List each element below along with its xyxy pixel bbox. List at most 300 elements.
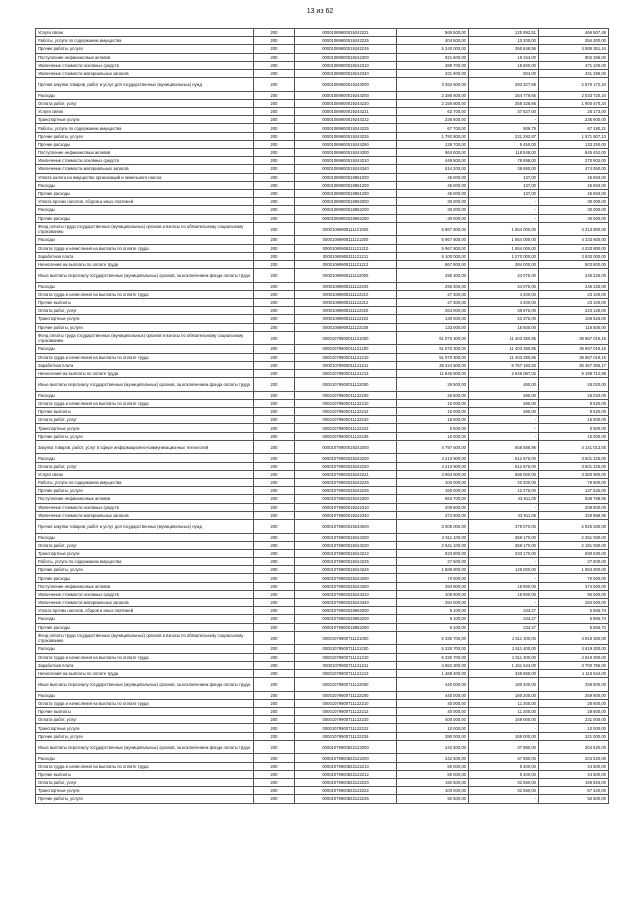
row-kbk: 00001079900711122200 [295, 691, 397, 699]
row-remaining: 590 630,00 [539, 549, 609, 557]
row-approved: 236 600,00 [397, 116, 469, 124]
row-remaining: 236 600,00 [539, 116, 609, 124]
row-name: Расходы [36, 91, 254, 99]
row-approved: 27 300,00 [397, 299, 469, 307]
row-approved: 431 900,00 [397, 69, 469, 77]
row-code: 200 [254, 599, 295, 607]
row-executed: - [469, 432, 539, 440]
row-code: 200 [254, 378, 295, 392]
row-remaining: 394 300,00 [539, 37, 609, 45]
row-approved: 5 240 000,00 [397, 45, 469, 53]
table-row [36, 549, 609, 557]
row-remaining: 70 000,00 [539, 574, 609, 582]
row-executed: - [469, 558, 539, 566]
row-kbk: 00001079900711122220 [295, 716, 397, 724]
row-approved: 46 000,00 [397, 189, 469, 197]
table-row [36, 519, 609, 533]
table-row [36, 78, 609, 92]
row-remaining: 1 571 507,13 [539, 132, 609, 140]
row-approved: 92 500,00 [397, 795, 469, 803]
row-approved: 30 000,00 [397, 214, 469, 222]
row-name: Услуги связи [36, 108, 254, 116]
row-executed: 221 292,87 [469, 132, 539, 140]
row-kbk: 00001079900019242225 [295, 479, 397, 487]
table-row [36, 149, 609, 157]
row-kbk: 00001079900019852290 [295, 623, 397, 631]
row-approved: 440 000,00 [397, 691, 469, 699]
row-approved: 10 000,00 [397, 724, 469, 732]
table-row [36, 479, 609, 487]
row-approved: 6 330 700,00 [397, 653, 469, 661]
row-code: 200 [254, 699, 295, 707]
row-name: Транспортные услуги [36, 116, 254, 124]
row-kbk: 00001089900019242226 [295, 45, 397, 53]
table-row [36, 108, 609, 116]
row-name: Прочие работы, услуги [36, 795, 254, 803]
row-code: 200 [254, 432, 295, 440]
row-code: 200 [254, 795, 295, 803]
row-name: Расходы [36, 645, 254, 653]
row-code: 200 [254, 391, 295, 399]
row-remaining: 4 819 300,00 [539, 645, 609, 653]
table-row [36, 470, 609, 478]
row-code: 200 [254, 623, 295, 631]
table-row [36, 353, 609, 361]
row-executed: 43 911,05 [469, 495, 539, 503]
table-row [36, 378, 609, 392]
row-remaining: 259 800,00 [539, 691, 609, 699]
row-executed: 359 170,00 [469, 533, 539, 541]
table-row [36, 244, 609, 252]
row-remaining: 106 625,00 [539, 315, 609, 323]
row-kbk: 00001089900019244222 [295, 116, 397, 124]
row-approved: 290 300,00 [397, 282, 469, 290]
table-row [36, 198, 609, 206]
row-executed: 509,79 [469, 124, 539, 132]
row-approved: 440 000,00 [397, 678, 469, 692]
row-kbk: 00001069908111122220 [295, 307, 397, 315]
row-code: 200 [254, 691, 295, 699]
row-name: Оплата работ, услуг [36, 307, 254, 315]
table-row [36, 189, 609, 197]
row-remaining: 6 500,00 [539, 424, 609, 432]
row-executed: 11 403 280,85 [469, 345, 539, 353]
table-row [36, 795, 609, 803]
row-kbk: 00001089900019244300 [295, 149, 397, 157]
row-remaining: 246 225,00 [539, 282, 609, 290]
row-kbk: 00001079900019244340 [295, 599, 397, 607]
row-code: 200 [254, 503, 295, 511]
row-remaining: 2 181 930,00 [539, 541, 609, 549]
row-approved: 70 000,00 [397, 574, 469, 582]
table-row [36, 315, 609, 323]
row-code: 200 [254, 244, 295, 252]
row-remaining: 116 500,00 [539, 323, 609, 331]
row-kbk: 00001079900019242340 [295, 511, 397, 519]
row-name: Уплата налога на имущество организаций и земельного налога [36, 173, 254, 181]
row-code: 200 [254, 45, 295, 53]
row-remaining: 2 879 172,34 [539, 78, 609, 92]
row-executed: 4 200,00 [469, 299, 539, 307]
row-approved: 823 800,00 [397, 549, 469, 557]
row-kbk: 00001089900019244310 [295, 157, 397, 165]
row-executed: 11 200,00 [469, 699, 539, 707]
row-executed: - [469, 599, 539, 607]
row-name: Увеличение стоимости основных средств [36, 503, 254, 511]
row-code: 200 [254, 408, 295, 416]
row-executed: 504,00 [469, 69, 539, 77]
row-approved: 5 100 000,00 [397, 252, 469, 260]
row-name: Оплата работ, услуг [36, 462, 254, 470]
row-executed: 169 000,00 [469, 716, 539, 724]
row-name: Прочие расходы [36, 140, 254, 148]
row-code: 200 [254, 574, 295, 582]
row-remaining: 1 900 470,34 [539, 99, 609, 107]
row-name: Увеличение стоимости материальных запасов [36, 165, 254, 173]
row-code: 200 [254, 353, 295, 361]
row-code: 200 [254, 108, 295, 116]
table-row [36, 181, 609, 189]
row-executed: 1 654 000,00 [469, 222, 539, 236]
row-executed: 32 580,00 [469, 779, 539, 787]
row-approved: 67 700,00 [397, 124, 469, 132]
row-name: Заработная плата [36, 361, 254, 369]
row-name: Расходы [36, 754, 254, 762]
row-executed: 18 600,00 [469, 61, 539, 69]
row-code: 200 [254, 290, 295, 298]
row-approved: 449 800,00 [397, 157, 469, 165]
row-executed: 8 757 193,83 [469, 361, 539, 369]
row-approved: 27 500,00 [397, 558, 469, 566]
row-remaining: 90 000,00 [539, 590, 609, 598]
row-approved: 489 700,00 [397, 61, 469, 69]
table-row [36, 173, 609, 181]
row-remaining: 137 525,00 [539, 487, 609, 495]
table-row [36, 290, 609, 298]
row-name: Прочие выплаты [36, 708, 254, 716]
row-kbk: 00001079900019242220 [295, 462, 397, 470]
row-executed: 234,27 [469, 615, 539, 623]
row-remaining: 26 020,00 [539, 391, 609, 399]
row-executed: 5 400,00 [469, 762, 539, 770]
row-executed: 137,00 [469, 181, 539, 189]
row-name: Начисления на выплаты по оплате труда [36, 669, 254, 677]
table-row [36, 424, 609, 432]
table-row [36, 623, 609, 631]
row-executed: - [469, 206, 539, 214]
row-remaining: 4 819 300,00 [539, 631, 609, 645]
row-name: Транспортные услуги [36, 315, 254, 323]
row-approved: 5 967 800,00 [397, 244, 469, 252]
row-code: 200 [254, 787, 295, 795]
row-approved: 6 330 700,00 [397, 645, 469, 653]
row-executed: 11 403 280,85 [469, 331, 539, 345]
row-kbk: 00001089900019244220 [295, 99, 397, 107]
row-code: 200 [254, 222, 295, 236]
table-row [36, 345, 609, 353]
row-code: 200 [254, 708, 295, 716]
row-code: 200 [254, 78, 295, 92]
row-kbk: 00001089900019244290 [295, 140, 397, 148]
row-remaining: 16 500,00 [539, 416, 609, 424]
row-code: 200 [254, 315, 295, 323]
row-approved: 4 213 900,00 [397, 462, 469, 470]
table-row [36, 599, 609, 607]
row-remaining: 67 190,21 [539, 124, 609, 132]
table-row [36, 45, 609, 53]
row-approved: 40 000,00 [397, 708, 469, 716]
row-approved: 51 070 300,00 [397, 353, 469, 361]
table-row [36, 282, 609, 290]
row-kbk: 00001089900019852290 [295, 214, 397, 222]
row-kbk: 00001079900011122212 [295, 408, 397, 416]
row-executed: 44 075,00 [469, 282, 539, 290]
row-remaining: 539 788,95 [539, 495, 609, 503]
row-code: 200 [254, 661, 295, 669]
row-remaining: 1 118 544,00 [539, 669, 609, 677]
row-name: Прочие расходы [36, 574, 254, 582]
row-kbk: 00001079900711121000 [295, 631, 397, 645]
row-kbk: 00001079900019244310 [295, 590, 397, 598]
row-remaining: 246 225,00 [539, 269, 609, 283]
row-name: Прочая закупка товаров, работ и услуг для государственных (муниципальных) нужд [36, 519, 254, 533]
row-remaining: 28 800,00 [539, 699, 609, 707]
row-name: Работы, услуги по содержанию имущества [36, 479, 254, 487]
row-code: 200 [254, 214, 295, 222]
row-code: 200 [254, 424, 295, 432]
table-row [36, 708, 609, 716]
row-code: 200 [254, 61, 295, 69]
table-row [36, 236, 609, 244]
row-remaining: 4 333 800,00 [539, 244, 609, 252]
row-name: Иные выплаты персоналу государственных (муниципальных) органов, за исключением фонда оплаты труда [36, 269, 254, 283]
row-executed: 23 375,00 [469, 315, 539, 323]
row-remaining: 26 020,00 [539, 378, 609, 392]
row-name: Оплата труда и начисления на выплаты по оплате труда [36, 399, 254, 407]
row-name: Оплата работ, услуг [36, 416, 254, 424]
row-approved: 10 000,00 [397, 399, 469, 407]
row-remaining: 466 507,49 [539, 29, 609, 37]
row-executed: 1 511 400,00 [469, 645, 539, 653]
row-executed: 78 898,00 [469, 157, 539, 165]
row-code: 200 [254, 99, 295, 107]
row-executed: 37 527,00 [469, 108, 539, 116]
row-executed: 19 900,00 [469, 582, 539, 590]
row-approved: 242 500,00 [397, 740, 469, 754]
row-executed: 5 450,00 [469, 140, 539, 148]
table-row [36, 607, 609, 615]
row-approved: 10 000,00 [397, 432, 469, 440]
row-executed: 37 980,00 [469, 754, 539, 762]
row-approved: 6 100,00 [397, 623, 469, 631]
budget-table [35, 28, 609, 804]
row-approved: 6 100,00 [397, 607, 469, 615]
row-code: 200 [254, 533, 295, 541]
row-code: 200 [254, 645, 295, 653]
row-executed: 580 000,00 [469, 470, 539, 478]
row-remaining: 25 173,00 [539, 108, 609, 116]
row-name: Прочие расходы [36, 214, 254, 222]
row-kbk: 00001079900822122220 [295, 779, 397, 787]
row-remaining: 39 667 019,15 [539, 331, 609, 345]
row-code: 200 [254, 53, 295, 61]
row-approved: 138 700,00 [397, 140, 469, 148]
row-approved: 3 963 900,00 [397, 470, 469, 478]
row-remaining: 44 600,00 [539, 770, 609, 778]
table-row [36, 37, 609, 45]
table-row [36, 740, 609, 754]
row-kbk: 00001089900019851200 [295, 181, 397, 189]
row-approved: 514 200,00 [397, 165, 469, 173]
row-name: Поступление нефинансовых активов [36, 582, 254, 590]
row-executed: 480,00 [469, 391, 539, 399]
row-code: 200 [254, 631, 295, 645]
row-remaining: 10 000,00 [539, 724, 609, 732]
row-code: 200 [254, 590, 295, 598]
table-row [36, 716, 609, 724]
row-code: 200 [254, 399, 295, 407]
row-kbk: 00001089900019244340 [295, 165, 397, 173]
row-code: 200 [254, 198, 295, 206]
row-approved: 46 000,00 [397, 181, 469, 189]
row-name: Расходы [36, 345, 254, 353]
row-approved: 1 792 800,00 [397, 132, 469, 140]
row-kbk: 00001089900019851000 [295, 173, 397, 181]
row-remaining: 133 250,00 [539, 140, 609, 148]
row-kbk: 00001079900011122220 [295, 416, 397, 424]
row-remaining: 902 286,00 [539, 53, 609, 61]
row-name: Фонд оплаты труда государственных (муниципальных) органов и взносы по обязательному социальному страхованию [36, 222, 254, 236]
table-row [36, 582, 609, 590]
row-code: 200 [254, 69, 295, 77]
row-kbk: 00001069908111121211 [295, 252, 397, 260]
row-name: Оплата работ, услуг [36, 99, 254, 107]
row-code: 200 [254, 487, 295, 495]
row-name: Увеличение стоимости материальных запасов [36, 69, 254, 77]
row-remaining: 223 125,00 [539, 307, 609, 315]
row-code: 200 [254, 770, 295, 778]
row-executed: 384 000,00 [469, 260, 539, 268]
row-name: Расходы [36, 206, 254, 214]
table-row [36, 124, 609, 132]
row-name: Поступление нефинансовых активов [36, 53, 254, 61]
row-remaining: 209 800,00 [539, 503, 609, 511]
table-row [36, 91, 609, 99]
row-kbk: 00001069908111121000 [295, 222, 397, 236]
row-code: 200 [254, 124, 295, 132]
table-row [36, 132, 609, 140]
table-row [36, 416, 609, 424]
row-remaining: 3 601 225,00 [539, 454, 609, 462]
row-executed: 37 980,00 [469, 740, 539, 754]
row-code: 200 [254, 740, 295, 754]
row-kbk: 00001079900822122226 [295, 795, 397, 803]
row-name: Поступление нефинансовых активов [36, 495, 254, 503]
row-executed: 393 327,68 [469, 78, 539, 92]
row-kbk: 00001079900011121213 [295, 369, 397, 377]
row-remaining: 231 000,00 [539, 716, 609, 724]
row-remaining: 30 000,00 [539, 214, 609, 222]
row-remaining: 10 000,00 [539, 432, 609, 440]
table-row [36, 440, 609, 454]
row-approved: 290 300,00 [397, 269, 469, 283]
table-row [36, 399, 609, 407]
row-code: 200 [254, 566, 295, 574]
row-approved: 921 600,00 [397, 53, 469, 61]
row-executed: 1 654 000,00 [469, 244, 539, 252]
row-remaining: 2 033 720,34 [539, 91, 609, 99]
row-code: 200 [254, 206, 295, 214]
row-code: 200 [254, 149, 295, 157]
row-executed: 43 911,05 [469, 511, 539, 519]
row-kbk: 00001079900019244200 [295, 533, 397, 541]
row-name: Расходы [36, 391, 254, 399]
row-name: Расходы [36, 533, 254, 541]
row-executed: 234,27 [469, 607, 539, 615]
row-approved: 192 500,00 [397, 779, 469, 787]
row-executed: 350 848,56 [469, 45, 539, 53]
row-kbk: 00001079900019242000 [295, 440, 397, 454]
row-approved: 867 800,00 [397, 260, 469, 268]
table-row [36, 762, 609, 770]
row-approved: 263 000,00 [397, 307, 469, 315]
row-approved: 100 000,00 [397, 479, 469, 487]
row-name: Прочие выплаты [36, 770, 254, 778]
row-code: 200 [254, 470, 295, 478]
row-name: Прочие работы, услуги [36, 432, 254, 440]
row-kbk: 00001079900011122000 [295, 378, 397, 392]
row-executed: 137,00 [469, 173, 539, 181]
row-executed: 20 200,00 [469, 479, 539, 487]
row-code: 200 [254, 189, 295, 197]
row-remaining: 39 667 019,15 [539, 353, 609, 361]
row-code: 200 [254, 519, 295, 533]
table-row [36, 615, 609, 623]
table-row [36, 165, 609, 173]
row-kbk: 00001079900822122212 [295, 770, 397, 778]
row-code: 200 [254, 582, 295, 590]
row-executed: 259 326,66 [469, 99, 539, 107]
row-kbk: 00001079900711121211 [295, 661, 397, 669]
row-remaining: 30 000,00 [539, 206, 609, 214]
row-code: 200 [254, 91, 295, 99]
row-approved: 393 900,00 [397, 582, 469, 590]
row-name: Увеличение стоимости основных средств [36, 590, 254, 598]
row-remaining: 44 600,00 [539, 762, 609, 770]
row-remaining: 4 889 351,44 [539, 45, 609, 53]
row-executed: - [469, 503, 539, 511]
row-remaining: 845 452,00 [539, 149, 609, 157]
row-executed: 11 403 280,85 [469, 353, 539, 361]
row-code: 200 [254, 416, 295, 424]
table-row [36, 678, 609, 692]
table-row [36, 361, 609, 369]
table-row [36, 29, 609, 37]
row-approved: 4 862 300,00 [397, 661, 469, 669]
row-name: Увеличение стоимости материальных запасов [36, 511, 254, 519]
row-remaining: 5 865,73 [539, 623, 609, 631]
table-row [36, 487, 609, 495]
row-executed: 480,00 [469, 399, 539, 407]
row-remaining: 431 296,00 [539, 69, 609, 77]
table-row [36, 252, 609, 260]
row-name: Прочие работы, услуги [36, 732, 254, 740]
row-approved: 100 000,00 [397, 787, 469, 795]
table-row [36, 53, 609, 61]
row-code: 200 [254, 157, 295, 165]
row-remaining: 374 000,00 [539, 582, 609, 590]
row-approved: 6 330 700,00 [397, 631, 469, 645]
